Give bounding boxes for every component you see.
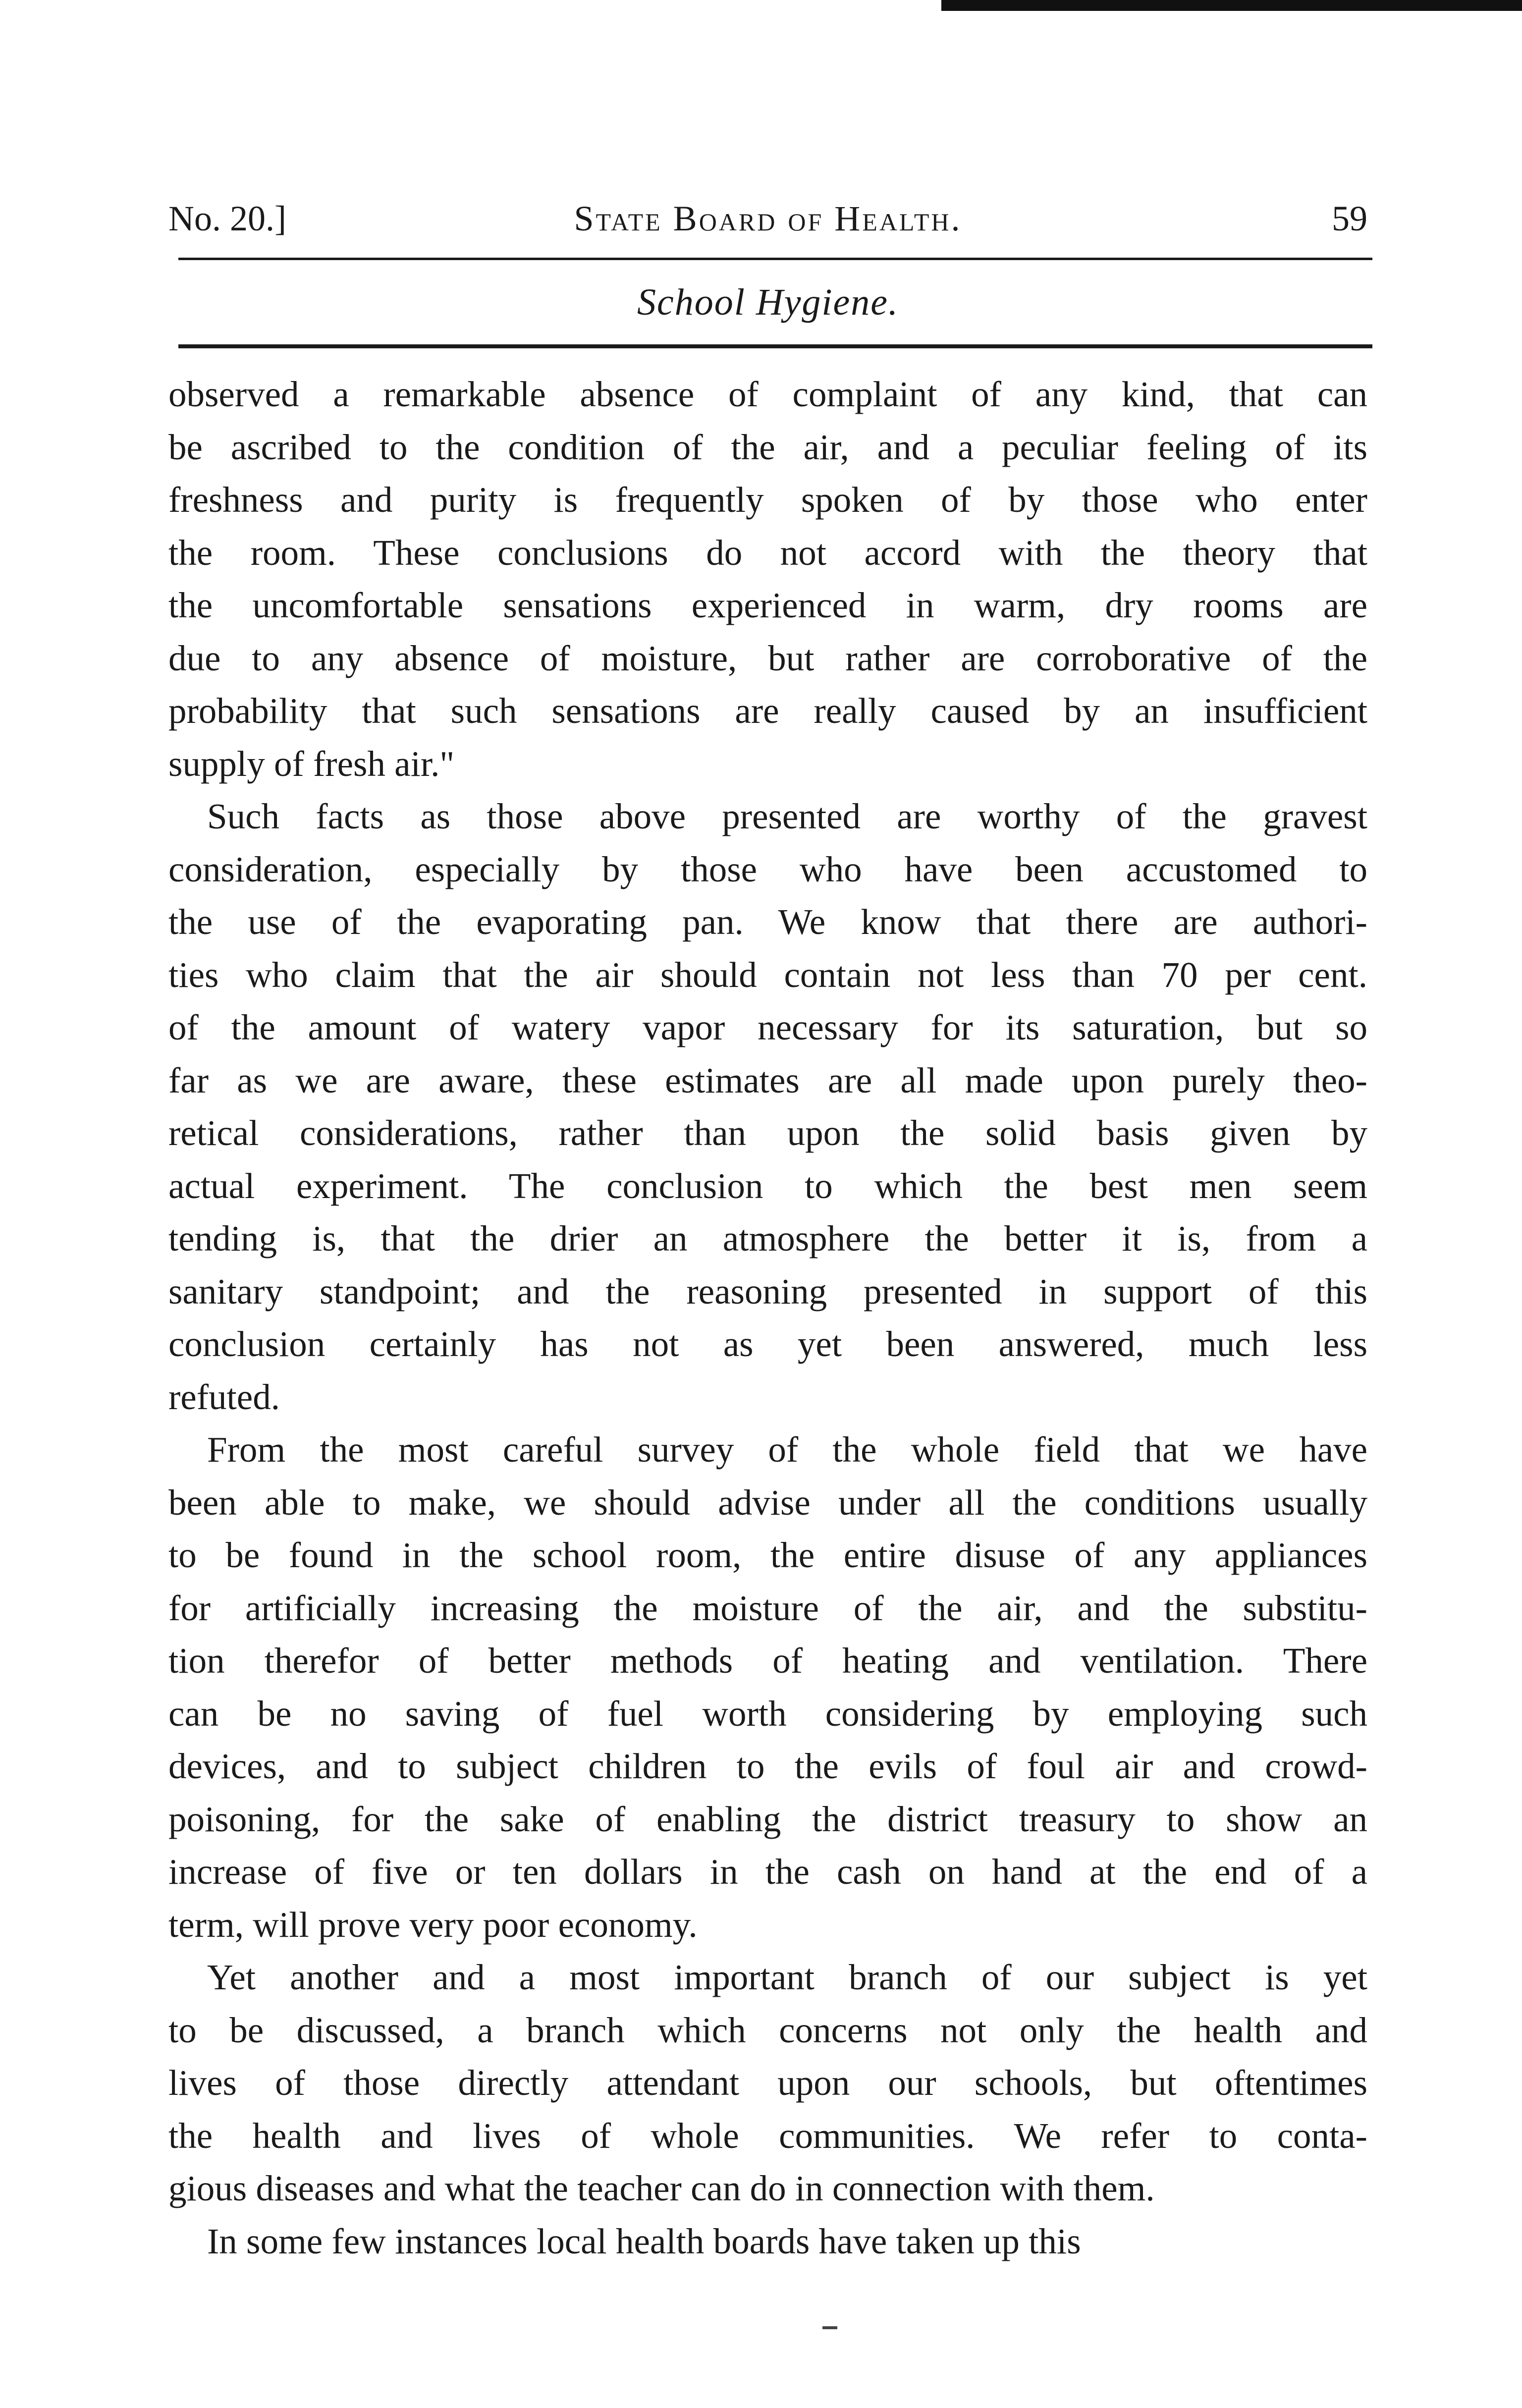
text-line: to be found in the school room, the entire disuse of any appliances bbox=[168, 1535, 1367, 1575]
running-head bbox=[168, 188, 1367, 258]
text-line: increase of five or ten dollars in the cash on hand at the end of a bbox=[168, 1852, 1367, 1892]
text-line: the room. These conclusions do not accord with the theory that bbox=[168, 532, 1367, 573]
page-number: 59 bbox=[1332, 199, 1367, 238]
text-line: been able to make, we should advise under all the conditions usually bbox=[168, 1482, 1367, 1523]
text-line: can be no saving of fuel worth considering by employing such bbox=[168, 1693, 1367, 1734]
text-line: the health and lives of whole communities. We refer to conta- bbox=[168, 2115, 1367, 2156]
document-page bbox=[168, 188, 1367, 2268]
paragraph-p2 bbox=[168, 790, 1367, 1423]
text-line: In some few instances local health boards have taken up this bbox=[207, 2221, 1081, 2261]
text-line: lives of those directly attendant upon our schools, but oftentimes bbox=[168, 2063, 1367, 2103]
text-line: ties who claim that the air should contain not less than 70 per cent. bbox=[168, 954, 1367, 995]
text-line: tending is, that the drier an atmosphere the better it is, from a bbox=[168, 1218, 1367, 1259]
text-line: retical considerations, rather than upon the solid basis given by bbox=[168, 1113, 1367, 1153]
text-line: due to any absence of moisture, but rather are corroborative of the bbox=[168, 638, 1367, 678]
paragraphs bbox=[168, 368, 1367, 2268]
header-rule-bottom bbox=[178, 344, 1372, 348]
body-text bbox=[168, 368, 1367, 2268]
text-line: term, will prove very poor economy. bbox=[168, 1904, 698, 1945]
text-line: be ascribed to the condition of the air, and a peculiar feeling of its bbox=[168, 427, 1367, 467]
text-line: gious diseases and what the teacher can do in connection with them. bbox=[168, 2168, 1155, 2208]
text-line: refuted. bbox=[168, 1376, 280, 1417]
text-line: tion therefor of better methods of heating and ventilation. There bbox=[168, 1641, 1367, 1681]
text-line: poisoning, for the sake of enabling the district treasury to show an bbox=[168, 1799, 1367, 1839]
text-line: of the amount of watery vapor necessary for its saturation, but so bbox=[168, 1007, 1367, 1047]
text-line: Such facts as those above presented are worthy of the gravest bbox=[207, 796, 1367, 836]
publication-title: State Board of Health. bbox=[574, 199, 962, 238]
text-line: observed a remarkable absence of complaint of any kind, that can bbox=[168, 374, 1367, 414]
text-line: probability that such sensations are really caused by an insufficient bbox=[168, 691, 1367, 731]
paragraph-p4 bbox=[168, 1951, 1367, 2215]
paragraph-p1 bbox=[168, 368, 1367, 790]
text-line: conclusion certainly has not as yet been answered, much less bbox=[168, 1324, 1367, 1364]
paragraph-p5 bbox=[168, 2215, 1367, 2268]
document-number: No. 20.] bbox=[168, 199, 286, 238]
text-line: to be discussed, a branch which concerns not only the health and bbox=[168, 2010, 1367, 2050]
text-line: supply of fresh air." bbox=[168, 743, 455, 784]
text-line: the uncomfortable sensations experienced in warm, dry rooms are bbox=[168, 585, 1367, 625]
text-line: Yet another and a most important branch of our subject is yet bbox=[207, 1957, 1367, 1997]
print-mark bbox=[822, 2326, 837, 2329]
text-line: sanitary standpoint; and the reasoning presented in support of this bbox=[168, 1271, 1367, 1312]
text-line: freshness and purity is frequently spoken of by those who enter bbox=[168, 480, 1367, 520]
text-line: actual experiment. The conclusion to which the best men seem bbox=[168, 1165, 1367, 1206]
paragraph-p3 bbox=[168, 1423, 1367, 1951]
text-line: far as we are aware, these estimates are all made upon purely theo- bbox=[168, 1060, 1367, 1100]
text-line: the use of the evaporating pan. We know that there are authori- bbox=[168, 902, 1367, 942]
text-line: From the most careful survey of the whole field that we have bbox=[207, 1429, 1367, 1470]
text-line: devices, and to subject children to the evils of foul air and crowd- bbox=[168, 1746, 1367, 1786]
text-line: for artificially increasing the moisture of the air, and the substitu- bbox=[168, 1587, 1367, 1628]
scan-edge-shadow bbox=[941, 0, 1522, 11]
text-line: consideration, especially by those who have been accustomed to bbox=[168, 849, 1367, 889]
section-title: School Hygiene. bbox=[637, 281, 899, 323]
